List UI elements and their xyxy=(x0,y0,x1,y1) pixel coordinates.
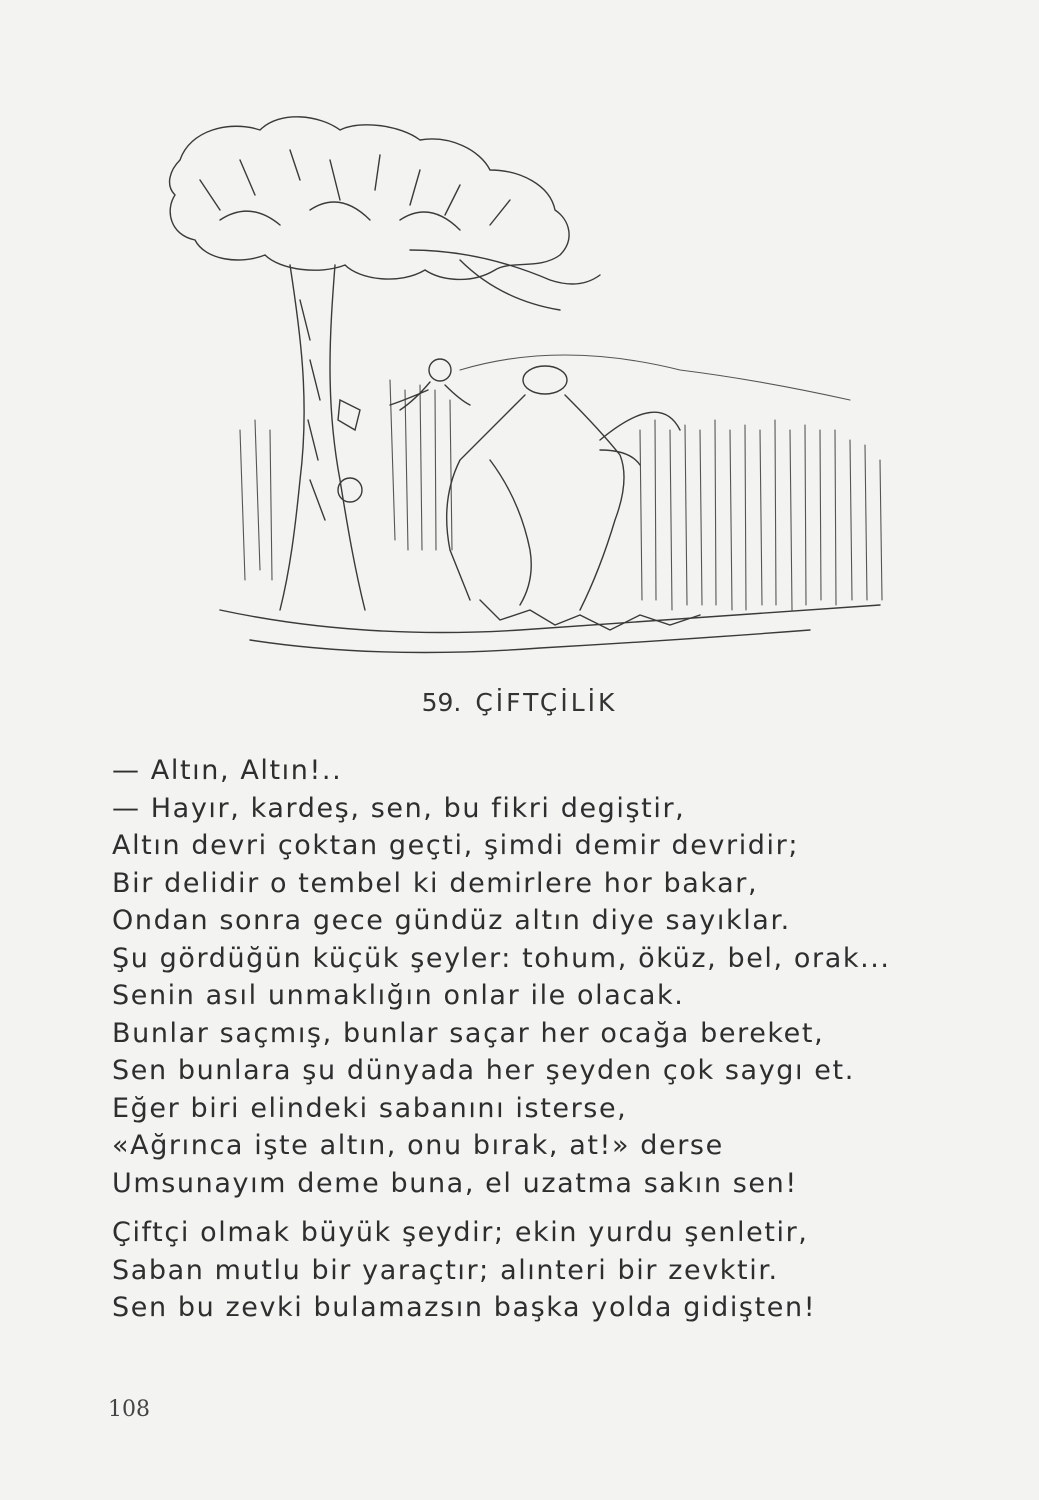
chapter-number: 59. xyxy=(421,688,462,717)
poem-line: Senin asıl unmaklığın onlar ile olacak. xyxy=(112,980,685,1011)
foreground-farmer xyxy=(447,366,680,610)
poem-line: — Hayır, kardeş, sen, bu fikri degiştir, xyxy=(112,792,686,824)
chapter-title xyxy=(0,688,1039,717)
poem-line: Şu gördüğün küçük şeyler: tohum, öküz, bel, orak... xyxy=(112,942,891,974)
poem xyxy=(112,752,972,1327)
poem-line: Sen bunlara şu dünyada her şeyden çok saygı et. xyxy=(112,1055,855,1086)
chapter-heading: ÇİFTÇİLİK xyxy=(475,688,618,717)
poem-line: Çiftçi olmak büyük şeydir; ekin yurdu şenletir, xyxy=(112,1217,809,1248)
poem-line: Bunlar saçmış, bunlar saçar her ocağa bereket, xyxy=(112,1017,825,1049)
poem-line: Bir delidir o tembel ki demirlere hor bakar, xyxy=(112,867,759,899)
poem-line: Umsunayım deme buna, el uzatma sakın sen! xyxy=(112,1167,798,1199)
poem-line: «Ağrınca işte altın, onu bırak, at!» derse xyxy=(112,1130,724,1161)
poem-line: Saban mutlu bir yaraçtır; alınteri bir zevktir. xyxy=(112,1254,779,1286)
stanza-break xyxy=(112,1202,972,1214)
tree-canopy xyxy=(170,117,570,280)
wheat-field xyxy=(240,355,882,610)
poem-line: Sen bu zevki bulamazsın başka yolda gidişten! xyxy=(112,1292,817,1323)
tree-trunk xyxy=(280,265,304,610)
poem-line: Eğer biri elindeki sabanını isterse, xyxy=(112,1092,628,1124)
poem-line: Altın devri çoktan geçti, şimdi demir devridir; xyxy=(112,830,800,861)
background-farmer xyxy=(390,359,470,410)
page-number: 108 xyxy=(108,1397,150,1422)
poem-line: Ondan sonra gece gündüz altın diye sayıklar. xyxy=(112,905,791,936)
ground xyxy=(220,605,880,633)
harvest-illustration xyxy=(160,100,900,670)
poem-line: — Altın, Altın!.. xyxy=(112,755,343,786)
